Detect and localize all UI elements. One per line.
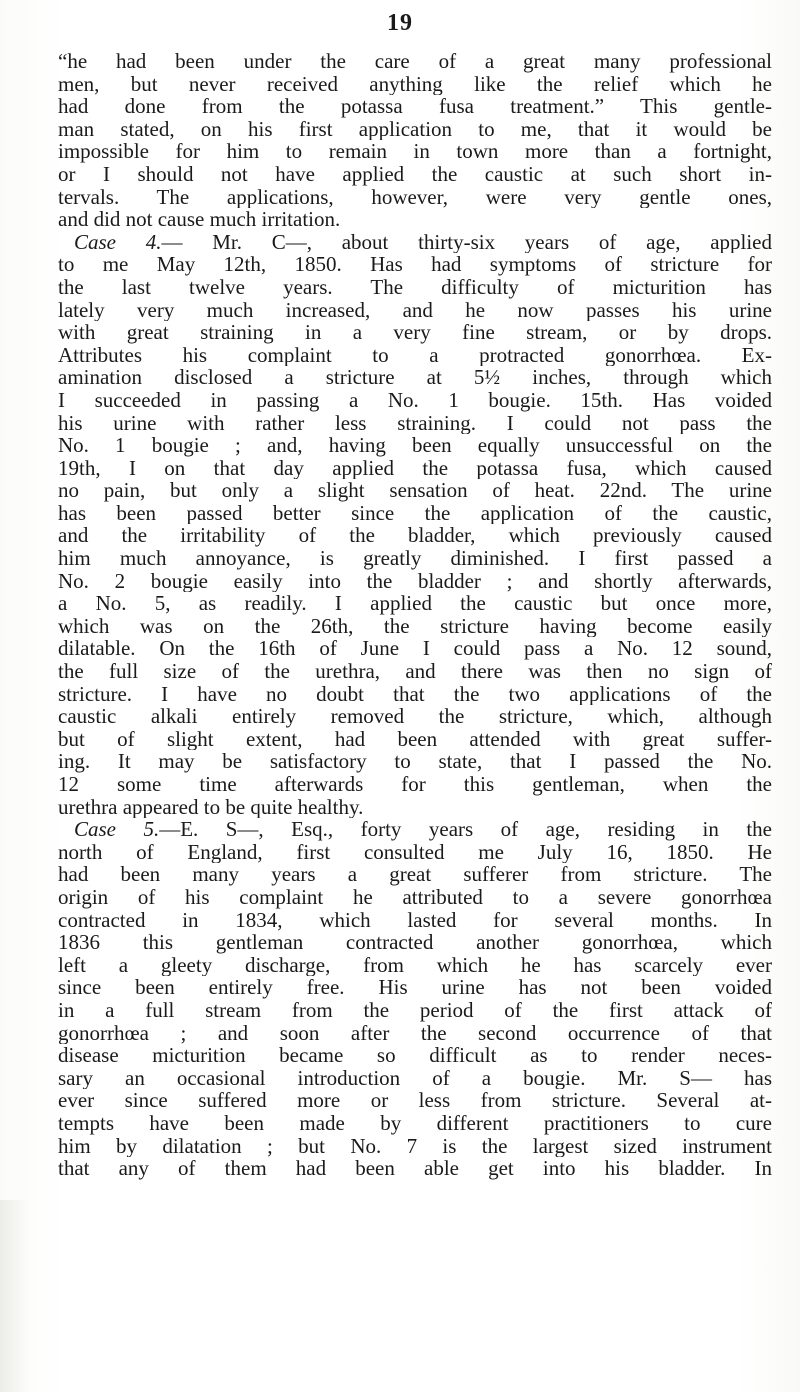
line-text: sary an occasional introduction of a bougie. Mr. S— has: [58, 1066, 772, 1090]
text-line: [58, 389, 772, 412]
line-text: and the irritability of the bladder, which previously caused: [58, 524, 772, 548]
text-line: [58, 299, 772, 322]
line-text: stricture. I have no doubt that the two applications of the: [58, 682, 772, 706]
text-line: [58, 1089, 772, 1112]
text-line: [58, 344, 772, 367]
line-text: or I should not have applied the caustic at such short in-: [58, 162, 772, 186]
text-line: [58, 1022, 772, 1045]
line-text: 19th, I on that day applied the potassa fusa, which caused: [58, 456, 772, 480]
text-line: [58, 547, 772, 570]
text-line: [58, 434, 772, 457]
text-line: [58, 163, 772, 186]
text-line: [58, 660, 772, 683]
line-text: with great straining in a very fine stream, or by drops.: [58, 321, 772, 344]
case-label: Case 4.: [74, 230, 162, 254]
line-text: amination disclosed a stricture at 5½ inches, through which: [58, 366, 772, 389]
line-text: —E. S—, Esq., forty years of age, residing in the: [159, 818, 772, 841]
line-text: contracted in 1834, which lasted for several months. In: [58, 908, 772, 932]
text-line: [58, 1044, 772, 1067]
line-text: left a gleety discharge, from which he has scarcely ever: [58, 953, 772, 977]
line-text: tervals. The applications, however, were very gentle ones,: [58, 185, 772, 209]
text-line: [58, 705, 772, 728]
text-line: [58, 637, 772, 660]
text-line: [58, 592, 772, 615]
line-text: dilatable. On the 16th of June I could pass a No. 12 sound,: [58, 637, 772, 661]
line-text: gonorrhœa ; and soon after the second occurrence of that: [58, 1021, 772, 1045]
text-line: [58, 750, 772, 773]
line-text: which was on the 26th, the stricture having become easily: [58, 614, 772, 638]
line-text: 1836 this gentleman contracted another gonorrhœa, which: [58, 931, 772, 954]
text-line: [58, 954, 772, 977]
body-text: [58, 50, 772, 1180]
text-line: [58, 50, 772, 73]
text-line: [58, 1067, 772, 1090]
text-line: [58, 796, 772, 819]
line-text: 12 some time afterwards for this gentleman, when the: [58, 773, 772, 796]
line-text: disease micturition became so difficult as to render neces-: [58, 1044, 772, 1067]
line-text: his urine with rather less straining. I could not pass the: [58, 411, 772, 435]
text-line: [58, 366, 772, 389]
text-line: [58, 615, 772, 638]
text-line: [58, 1157, 772, 1180]
line-text: has been passed better since the application of the caustic,: [58, 501, 772, 525]
line-text: Attributes his complaint to a protracted gonorrhœa. Ex-: [58, 343, 772, 367]
text-line: [58, 1135, 772, 1158]
text-line: [58, 73, 772, 96]
line-text: ever since suffered more or less from stricture. Several at-: [58, 1089, 772, 1112]
line-text: no pain, but only a slight sensation of heat. 22nd. The urine: [58, 479, 772, 502]
line-text: the full size of the urethra, and there was then no sign of: [58, 660, 772, 683]
text-line: [58, 95, 772, 118]
line-text: origin of his complaint he attributed to a severe gonorrhœa: [58, 885, 772, 909]
line-text: had been many years a great sufferer from stricture. The: [58, 863, 772, 886]
case-label: Case 5.: [74, 818, 160, 841]
text-line: [58, 841, 772, 864]
line-text: tempts have been made by different practitioners to cure: [58, 1111, 772, 1135]
line-text: urethra appeared to be quite healthy.: [58, 795, 364, 819]
text-line: [58, 570, 772, 593]
text-line: [58, 479, 772, 502]
text-line: [58, 457, 772, 480]
text-line: [58, 1112, 772, 1135]
line-text: ing. It may be satisfactory to state, that I passed the No.: [58, 750, 772, 773]
line-text: had done from the potassa fusa treatment.” This gentle-: [58, 95, 772, 118]
line-text: caustic alkali entirely removed the stricture, which, although: [58, 705, 772, 728]
text-line: [58, 818, 772, 841]
text-line: [58, 524, 772, 547]
text-line: [58, 321, 772, 344]
text-line: [58, 412, 772, 435]
text-line: [58, 886, 772, 909]
line-text: — Mr. C—, about thirty-six years of age, applied: [161, 230, 772, 254]
line-text: and did not cause much irritation.: [58, 208, 341, 231]
text-line: [58, 186, 772, 209]
line-text: him by dilatation ; but No. 7 is the largest sized instrument: [58, 1134, 772, 1158]
line-text: I succeeded in passing a No. 1 bougie. 15th. Has voided: [58, 388, 772, 412]
page-number: 19: [387, 10, 413, 36]
line-text: to me May 12th, 1850. Has had symptoms of stricture for: [58, 253, 772, 276]
text-line: [58, 931, 772, 954]
text-line: [58, 276, 772, 299]
text-line: [58, 909, 772, 932]
line-text: but of slight extent, had been attended with great suffer-: [58, 727, 772, 751]
line-text: north of England, first consulted me July 16, 1850. He: [58, 840, 772, 864]
text-line: [58, 118, 772, 141]
line-text: him much annoyance, is greatly diminished. I first passed a: [58, 547, 772, 570]
line-text: No. 2 bougie easily into the bladder ; and shortly afterwards,: [58, 569, 772, 593]
line-text: the last twelve years. The difficulty of micturition has: [58, 275, 772, 299]
line-text: man stated, on his first application to me, that it would be: [58, 117, 772, 141]
line-text: lately very much increased, and he now passes his urine: [58, 298, 772, 322]
line-text: men, but never received anything like the relief which he: [58, 72, 772, 96]
text-line: [58, 976, 772, 999]
text-line: [58, 863, 772, 886]
text-line: [58, 140, 772, 163]
text-line: [58, 231, 772, 254]
text-line: [58, 999, 772, 1022]
line-text: in a full stream from the period of the first attack of: [58, 998, 772, 1022]
page-stain: [0, 1200, 30, 1392]
text-line: [58, 728, 772, 751]
text-line: [58, 208, 772, 231]
line-text: “he had been under the care of a great many professional: [58, 50, 772, 73]
line-text: a No. 5, as readily. I applied the caustic but once more,: [58, 592, 772, 615]
line-text: No. 1 bougie ; and, having been equally unsuccessful on the: [58, 434, 772, 457]
text-line: [58, 773, 772, 796]
text-line: [58, 502, 772, 525]
line-text: since been entirely free. His urine has not been voided: [58, 976, 772, 999]
text-line: [58, 683, 772, 706]
line-text: impossible for him to remain in town more than a fortnight,: [58, 140, 772, 163]
line-text: that any of them had been able get into his bladder. In: [58, 1157, 772, 1180]
text-line: [58, 253, 772, 276]
